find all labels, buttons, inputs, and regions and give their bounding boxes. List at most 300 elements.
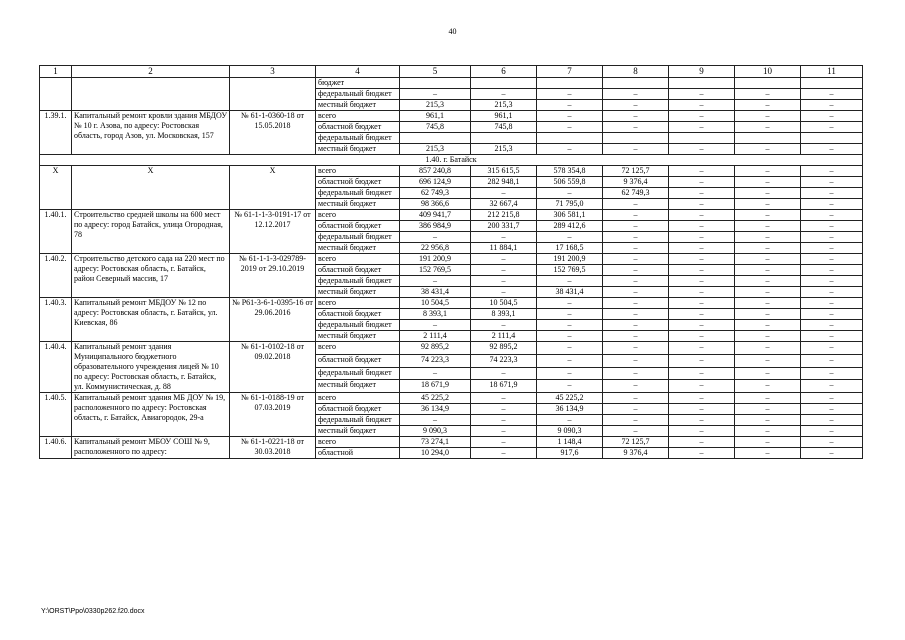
amount-cell: – [801, 199, 863, 210]
budget-label: местный бюджет [316, 331, 400, 342]
amount-cell: – [471, 426, 537, 437]
amount-cell: – [471, 393, 537, 404]
amount-cell [537, 78, 603, 89]
amount-cell: 45 225,2 [537, 393, 603, 404]
amount-cell: – [537, 276, 603, 287]
column-header: 8 [603, 66, 669, 78]
amount-cell: – [603, 404, 669, 415]
amount-cell: – [537, 331, 603, 342]
column-header: 9 [669, 66, 735, 78]
budget-label: местный бюджет [316, 426, 400, 437]
budget-label: всего [316, 342, 400, 355]
amount-cell: 961,1 [400, 111, 471, 122]
amount-cell: – [801, 426, 863, 437]
amount-cell: 289 412,6 [537, 221, 603, 232]
amount-cell: 315 615,5 [471, 166, 537, 177]
amount-cell: – [669, 367, 735, 380]
amount-cell [400, 133, 471, 144]
amount-cell: – [603, 276, 669, 287]
budget-label: федеральный бюджет [316, 89, 400, 100]
amount-cell: – [735, 354, 801, 367]
amount-cell [801, 133, 863, 144]
amount-cell: – [471, 320, 537, 331]
amount-cell: – [735, 221, 801, 232]
amount-cell: 745,8 [400, 122, 471, 133]
amount-cell: – [735, 265, 801, 276]
amount-cell [669, 78, 735, 89]
item-number: 1.40.6. [40, 437, 72, 459]
table-row [40, 298, 863, 309]
amount-cell: – [603, 111, 669, 122]
amount-cell: – [603, 144, 669, 155]
amount-cell: – [471, 448, 537, 459]
document-number [230, 78, 316, 111]
amount-cell [537, 133, 603, 144]
table-row [40, 210, 863, 221]
amount-cell: 72 125,7 [603, 437, 669, 448]
amount-cell: – [801, 265, 863, 276]
table-row [40, 437, 863, 448]
item-number: 1.39.1. [40, 111, 72, 155]
amount-cell: – [735, 243, 801, 254]
budget-label: всего [316, 393, 400, 404]
amount-cell: – [400, 320, 471, 331]
amount-cell: 74 223,3 [471, 354, 537, 367]
object-name: Капитальный ремонт кровли здания МБДОУ № 10 г. Азова, по адресу: Ростовская область, город Азов, ул. Московская, 157 [72, 111, 230, 155]
amount-cell: – [669, 89, 735, 100]
column-header: 7 [537, 66, 603, 78]
amount-cell: – [537, 122, 603, 133]
amount-cell: – [735, 199, 801, 210]
object-name: Х [72, 166, 230, 210]
budget-label: федеральный бюджет [316, 415, 400, 426]
amount-cell: – [669, 232, 735, 243]
amount-cell [400, 78, 471, 89]
amount-cell: 98 366,6 [400, 199, 471, 210]
amount-cell: – [735, 177, 801, 188]
amount-cell: – [471, 367, 537, 380]
amount-cell: – [537, 89, 603, 100]
amount-cell: – [603, 331, 669, 342]
amount-cell: – [537, 342, 603, 355]
amount-cell: – [603, 309, 669, 320]
amount-cell: – [471, 415, 537, 426]
amount-cell: 10 504,5 [471, 298, 537, 309]
amount-cell: – [801, 232, 863, 243]
amount-cell: 8 393,1 [400, 309, 471, 320]
amount-cell: – [801, 367, 863, 380]
amount-cell: – [735, 309, 801, 320]
amount-cell: – [669, 243, 735, 254]
budget-label: всего [316, 298, 400, 309]
amount-cell: – [471, 254, 537, 265]
amount-cell: – [735, 298, 801, 309]
amount-cell: 10 294,0 [400, 448, 471, 459]
amount-cell: – [801, 177, 863, 188]
amount-cell: – [735, 320, 801, 331]
amount-cell [603, 133, 669, 144]
amount-cell: – [735, 100, 801, 111]
amount-cell: 9 090,3 [537, 426, 603, 437]
amount-cell: – [669, 166, 735, 177]
budget-label: всего [316, 254, 400, 265]
amount-cell: – [400, 415, 471, 426]
amount-cell: – [735, 232, 801, 243]
amount-cell: – [669, 111, 735, 122]
amount-cell: – [735, 393, 801, 404]
amount-cell: – [735, 342, 801, 355]
amount-cell [471, 133, 537, 144]
file-path-footer: Y:\ORST\Ppo\0330p262.f20.docx [41, 608, 145, 615]
amount-cell [735, 78, 801, 89]
amount-cell: 11 884,1 [471, 243, 537, 254]
amount-cell: 38 431,4 [400, 287, 471, 298]
document-number: № Р61-3-6-1-0395-16 от 29.06.2016 [230, 298, 316, 342]
item-number: 1.40.5. [40, 393, 72, 437]
amount-cell: – [669, 287, 735, 298]
amount-cell: 696 124,9 [400, 177, 471, 188]
column-header: 1 [40, 66, 72, 78]
amount-cell: – [669, 342, 735, 355]
amount-cell: 191 200,9 [537, 254, 603, 265]
amount-cell: 409 941,7 [400, 210, 471, 221]
amount-cell: 215,3 [471, 144, 537, 155]
amount-cell: – [537, 144, 603, 155]
amount-cell: – [801, 415, 863, 426]
amount-cell: 961,1 [471, 111, 537, 122]
amount-cell: – [669, 437, 735, 448]
amount-cell: – [603, 320, 669, 331]
amount-cell: – [603, 380, 669, 393]
amount-cell: – [603, 199, 669, 210]
object-name: Капитальный ремонт МБДОУ № 12 по адресу: Ростовская область, г. Батайск, ул. Киевская, 86 [72, 298, 230, 342]
document-number: № 61-1-1-3-029789-2019 от 29.10.2019 [230, 254, 316, 298]
column-header: 4 [316, 66, 400, 78]
amount-cell: – [603, 100, 669, 111]
table-row [40, 254, 863, 265]
amount-cell: – [471, 265, 537, 276]
amount-cell: – [537, 320, 603, 331]
page-number: 40 [448, 27, 457, 36]
amount-cell: 215,3 [400, 100, 471, 111]
amount-cell: – [400, 367, 471, 380]
header-row [40, 66, 863, 78]
amount-cell: – [801, 221, 863, 232]
amount-cell: – [669, 188, 735, 199]
amount-cell: 92 895,2 [471, 342, 537, 355]
budget-label: всего [316, 210, 400, 221]
budget-label: областной бюджет [316, 221, 400, 232]
amount-cell: – [471, 287, 537, 298]
section-row [40, 155, 863, 166]
amount-cell: – [669, 426, 735, 437]
amount-cell: – [603, 221, 669, 232]
amount-cell: – [537, 309, 603, 320]
column-header: 6 [471, 66, 537, 78]
amount-cell: – [669, 100, 735, 111]
amount-cell: – [471, 437, 537, 448]
amount-cell: 36 134,9 [400, 404, 471, 415]
amount-cell: – [669, 199, 735, 210]
budget-label: местный бюджет [316, 144, 400, 155]
budget-label: всего [316, 111, 400, 122]
column-header: 2 [72, 66, 230, 78]
budget-label: областной бюджет [316, 265, 400, 276]
amount-cell: – [735, 254, 801, 265]
amount-cell: – [603, 210, 669, 221]
amount-cell: 2 111,4 [400, 331, 471, 342]
amount-cell: – [735, 276, 801, 287]
object-name: Капитальный ремонт МБОУ СОШ № 9, расположенного по адресу: [72, 437, 230, 459]
amount-cell: – [801, 144, 863, 155]
amount-cell: – [801, 298, 863, 309]
column-header: 11 [801, 66, 863, 78]
amount-cell: – [801, 320, 863, 331]
amount-cell: – [801, 437, 863, 448]
amount-cell: – [603, 287, 669, 298]
amount-cell: – [801, 276, 863, 287]
amount-cell: 857 240,8 [400, 166, 471, 177]
amount-cell: – [735, 89, 801, 100]
amount-cell: – [801, 89, 863, 100]
amount-cell: – [603, 265, 669, 276]
amount-cell: – [801, 331, 863, 342]
amount-cell: 22 956,8 [400, 243, 471, 254]
amount-cell: – [735, 404, 801, 415]
amount-cell: – [669, 404, 735, 415]
budget-label: федеральный бюджет [316, 367, 400, 380]
table-row [40, 166, 863, 177]
column-header: 3 [230, 66, 316, 78]
amount-cell: – [537, 415, 603, 426]
amount-cell: – [801, 404, 863, 415]
amount-cell: 212 215,8 [471, 210, 537, 221]
amount-cell: 200 331,7 [471, 221, 537, 232]
amount-cell: – [669, 144, 735, 155]
budget-label: всего [316, 437, 400, 448]
document-number: № 61-1-0188-19 от 07.03.2019 [230, 393, 316, 437]
amount-cell: – [400, 232, 471, 243]
amount-cell: – [735, 380, 801, 393]
amount-cell: 191 200,9 [400, 254, 471, 265]
amount-cell: – [669, 122, 735, 133]
amount-cell: 215,3 [400, 144, 471, 155]
amount-cell: 74 223,3 [400, 354, 471, 367]
amount-cell: – [801, 166, 863, 177]
amount-cell: – [669, 221, 735, 232]
document-number: Х [230, 166, 316, 210]
amount-cell: 9 090,3 [400, 426, 471, 437]
document-number: № 61-1-1-3-0191-17 от 12.12.2017 [230, 210, 316, 254]
budget-label: местный бюджет [316, 199, 400, 210]
amount-cell [669, 133, 735, 144]
amount-cell: – [537, 380, 603, 393]
amount-cell: 62 749,3 [400, 188, 471, 199]
amount-cell: – [801, 188, 863, 199]
amount-cell: 45 225,2 [400, 393, 471, 404]
budget-label: федеральный бюджет [316, 232, 400, 243]
amount-cell: – [801, 448, 863, 459]
document-number: № 61-1-0360-18 от 15.05.2018 [230, 111, 316, 155]
budget-label: федеральный бюджет [316, 276, 400, 287]
amount-cell: – [735, 122, 801, 133]
amount-cell: 72 125,7 [603, 166, 669, 177]
budget-label: федеральный бюджет [316, 188, 400, 199]
amount-cell: – [537, 354, 603, 367]
amount-cell: 1 148,4 [537, 437, 603, 448]
amount-cell: – [669, 415, 735, 426]
amount-cell: – [669, 177, 735, 188]
amount-cell: – [603, 122, 669, 133]
amount-cell: – [735, 448, 801, 459]
amount-cell: – [669, 265, 735, 276]
table-row [40, 342, 863, 355]
amount-cell: – [537, 188, 603, 199]
amount-cell: – [669, 393, 735, 404]
amount-cell: – [801, 254, 863, 265]
budget-table [39, 65, 863, 459]
amount-cell: – [669, 276, 735, 287]
amount-cell: – [735, 437, 801, 448]
amount-cell: 386 984,9 [400, 221, 471, 232]
amount-cell: – [603, 89, 669, 100]
object-name: Капитальный ремонт здания Муниципального бюджетного образовательного учреждения лицей № 10 по адресу: Ростовская область, г. Батайск, ул. Коммунистическая, д. 88 [72, 342, 230, 393]
budget-label: местный бюджет [316, 243, 400, 254]
item-number: 1.40.1. [40, 210, 72, 254]
amount-cell: 92 895,2 [400, 342, 471, 355]
document-number: № 61-1-0221-18 от 30.03.2018 [230, 437, 316, 459]
amount-cell: – [471, 404, 537, 415]
table-row [40, 111, 863, 122]
amount-cell: 62 749,3 [603, 188, 669, 199]
budget-label: бюджет [316, 78, 400, 89]
amount-cell: – [801, 380, 863, 393]
amount-cell: – [735, 415, 801, 426]
item-number: 1.40.4. [40, 342, 72, 393]
amount-cell: – [603, 232, 669, 243]
amount-cell: – [735, 210, 801, 221]
amount-cell: – [801, 309, 863, 320]
budget-label: областной бюджет [316, 404, 400, 415]
amount-cell: 73 274,1 [400, 437, 471, 448]
amount-cell: – [603, 298, 669, 309]
amount-cell: – [603, 367, 669, 380]
item-number: 1.40.3. [40, 298, 72, 342]
object-name: Строительство детского сада на 220 мест по адресу: Ростовская область, г. Батайск, район Северный массив, 17 [72, 254, 230, 298]
item-number: Х [40, 166, 72, 210]
amount-cell: – [471, 89, 537, 100]
amount-cell: – [603, 354, 669, 367]
amount-cell: – [735, 367, 801, 380]
budget-label: областной бюджет [316, 122, 400, 133]
amount-cell: – [603, 426, 669, 437]
amount-cell: – [735, 287, 801, 298]
amount-cell: – [735, 426, 801, 437]
amount-cell: – [537, 100, 603, 111]
amount-cell: – [537, 111, 603, 122]
amount-cell: 2 111,4 [471, 331, 537, 342]
budget-label: местный бюджет [316, 100, 400, 111]
amount-cell: 152 769,5 [537, 265, 603, 276]
amount-cell: – [801, 342, 863, 355]
amount-cell: 506 559,8 [537, 177, 603, 188]
amount-cell: – [801, 393, 863, 404]
amount-cell: – [603, 254, 669, 265]
amount-cell: – [669, 309, 735, 320]
amount-cell: 578 354,8 [537, 166, 603, 177]
budget-label: местный бюджет [316, 380, 400, 393]
budget-label: всего [316, 166, 400, 177]
table-row [40, 78, 863, 89]
amount-cell: – [537, 232, 603, 243]
amount-cell: – [735, 166, 801, 177]
amount-cell: – [801, 243, 863, 254]
amount-cell: – [669, 331, 735, 342]
budget-label: областной бюджет [316, 309, 400, 320]
section-title: 1.40. г. Батайск [40, 155, 863, 166]
amount-cell: – [537, 367, 603, 380]
amount-cell: – [735, 331, 801, 342]
amount-cell: – [603, 393, 669, 404]
amount-cell: – [603, 415, 669, 426]
amount-cell: – [669, 380, 735, 393]
amount-cell: – [669, 320, 735, 331]
amount-cell: – [669, 254, 735, 265]
amount-cell: – [669, 298, 735, 309]
budget-label: федеральный бюджет [316, 320, 400, 331]
amount-cell: – [669, 448, 735, 459]
column-header: 5 [400, 66, 471, 78]
amount-cell [603, 78, 669, 89]
budget-label: местный бюджет [316, 287, 400, 298]
amount-cell: – [603, 243, 669, 254]
amount-cell: 18 671,9 [471, 380, 537, 393]
amount-cell: 8 393,1 [471, 309, 537, 320]
amount-cell: – [603, 342, 669, 355]
amount-cell: 917,6 [537, 448, 603, 459]
amount-cell: 9 376,4 [603, 448, 669, 459]
amount-cell: 18 671,9 [400, 380, 471, 393]
amount-cell: – [735, 188, 801, 199]
amount-cell: – [801, 111, 863, 122]
budget-label: федеральный бюджет [316, 133, 400, 144]
object-name [72, 78, 230, 111]
amount-cell: 215,3 [471, 100, 537, 111]
amount-cell: – [801, 122, 863, 133]
amount-cell: 282 948,1 [471, 177, 537, 188]
amount-cell: – [735, 111, 801, 122]
amount-cell: – [471, 276, 537, 287]
amount-cell: – [669, 210, 735, 221]
amount-cell: 38 431,4 [537, 287, 603, 298]
item-number [40, 78, 72, 111]
amount-cell [471, 78, 537, 89]
budget-label: областной бюджет [316, 354, 400, 367]
amount-cell: – [801, 210, 863, 221]
item-number: 1.40.2. [40, 254, 72, 298]
amount-cell: 306 581,1 [537, 210, 603, 221]
amount-cell: – [400, 276, 471, 287]
amount-cell: 9 376,4 [603, 177, 669, 188]
budget-label: областной [316, 448, 400, 459]
amount-cell [801, 78, 863, 89]
amount-cell: – [735, 144, 801, 155]
amount-cell: 745,8 [471, 122, 537, 133]
amount-cell: 152 769,5 [400, 265, 471, 276]
column-header: 10 [735, 66, 801, 78]
object-name: Капитальный ремонт здания МБ ДОУ № 19, расположенного по адресу: Ростовская область, г. Батайск, Авиагородок, 29-а [72, 393, 230, 437]
amount-cell [735, 133, 801, 144]
